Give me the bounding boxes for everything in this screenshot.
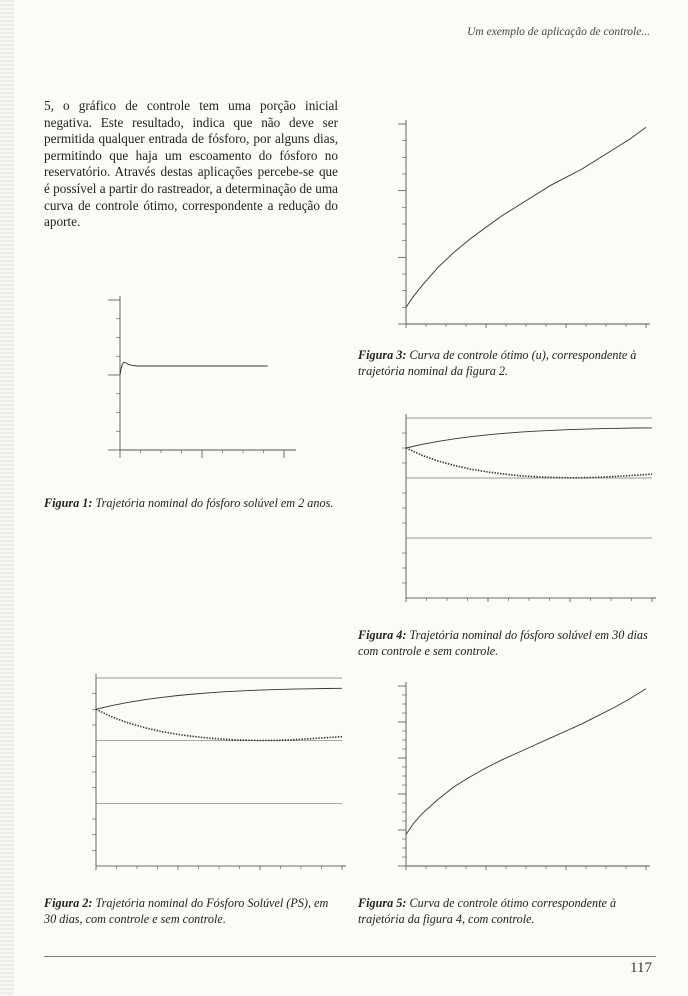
series-line-2: [406, 448, 652, 478]
figure-3-caption: [358, 348, 658, 379]
series-line-2: [96, 709, 342, 740]
series-line-1: [406, 428, 652, 448]
scan-margin-strip: [0, 0, 14, 996]
figure-5-caption: [358, 896, 658, 927]
running-header: Um exemplo de aplicação de controle...: [467, 26, 650, 38]
figure-2-label: Figura 2:: [44, 896, 93, 910]
figure-4-text: Trajetória nominal do fósforo solúvel em 30 dias com controle e sem controle.: [358, 628, 648, 658]
figure-4-chart: [356, 388, 658, 631]
page-number: 117: [630, 960, 652, 976]
figure-1-caption: [44, 496, 334, 512]
series-line-1: [96, 688, 342, 709]
figure-2-chart: [44, 648, 348, 899]
figure-4-label: Figura 4:: [358, 628, 407, 642]
footer-rule: [44, 956, 656, 957]
series-line-1: [406, 127, 646, 307]
figure-5-chart: [356, 664, 658, 899]
figure-1-label: Figura 1:: [44, 496, 93, 510]
figure-4-caption: [358, 628, 658, 659]
figure-1-text: Trajetória nominal do fósforo solúvel em 2 anos.: [95, 496, 334, 510]
body-paragraph: 5, o gráfico de controle tem uma porção inicial negativa. Este resultado, indica que não deve ser permitida qualquer entrada de fósforo, por alguns dias, permitindo que haja um escoamento do fósforo no reservatório. Através destas aplicações percebe-se que é possível a partir do rastreador, a determinação de uma curva de controle ótimo, correspondente a redução do aporte.: [44, 98, 338, 230]
figure-5-text: Curva de controle ótimo correspondente à trajetória da figura 4, com controle.: [358, 896, 617, 926]
figure-3-chart: [356, 96, 656, 353]
figure-1-chart: [44, 262, 344, 499]
figure-3-text: Curva de controle ótimo (u), correspondente à trajetória nominal da figura 2.: [358, 348, 637, 378]
figure-3-label: Figura 3:: [358, 348, 407, 362]
figure-2-text: Trajetória nominal do Fósforo Solúvel (PS), em 30 dias, com controle e sem controle.: [44, 896, 329, 926]
figure-5-label: Figura 5:: [358, 896, 407, 910]
figure-2-caption: [44, 896, 334, 927]
series-line-1: [120, 362, 268, 375]
series-line-1: [406, 689, 646, 835]
